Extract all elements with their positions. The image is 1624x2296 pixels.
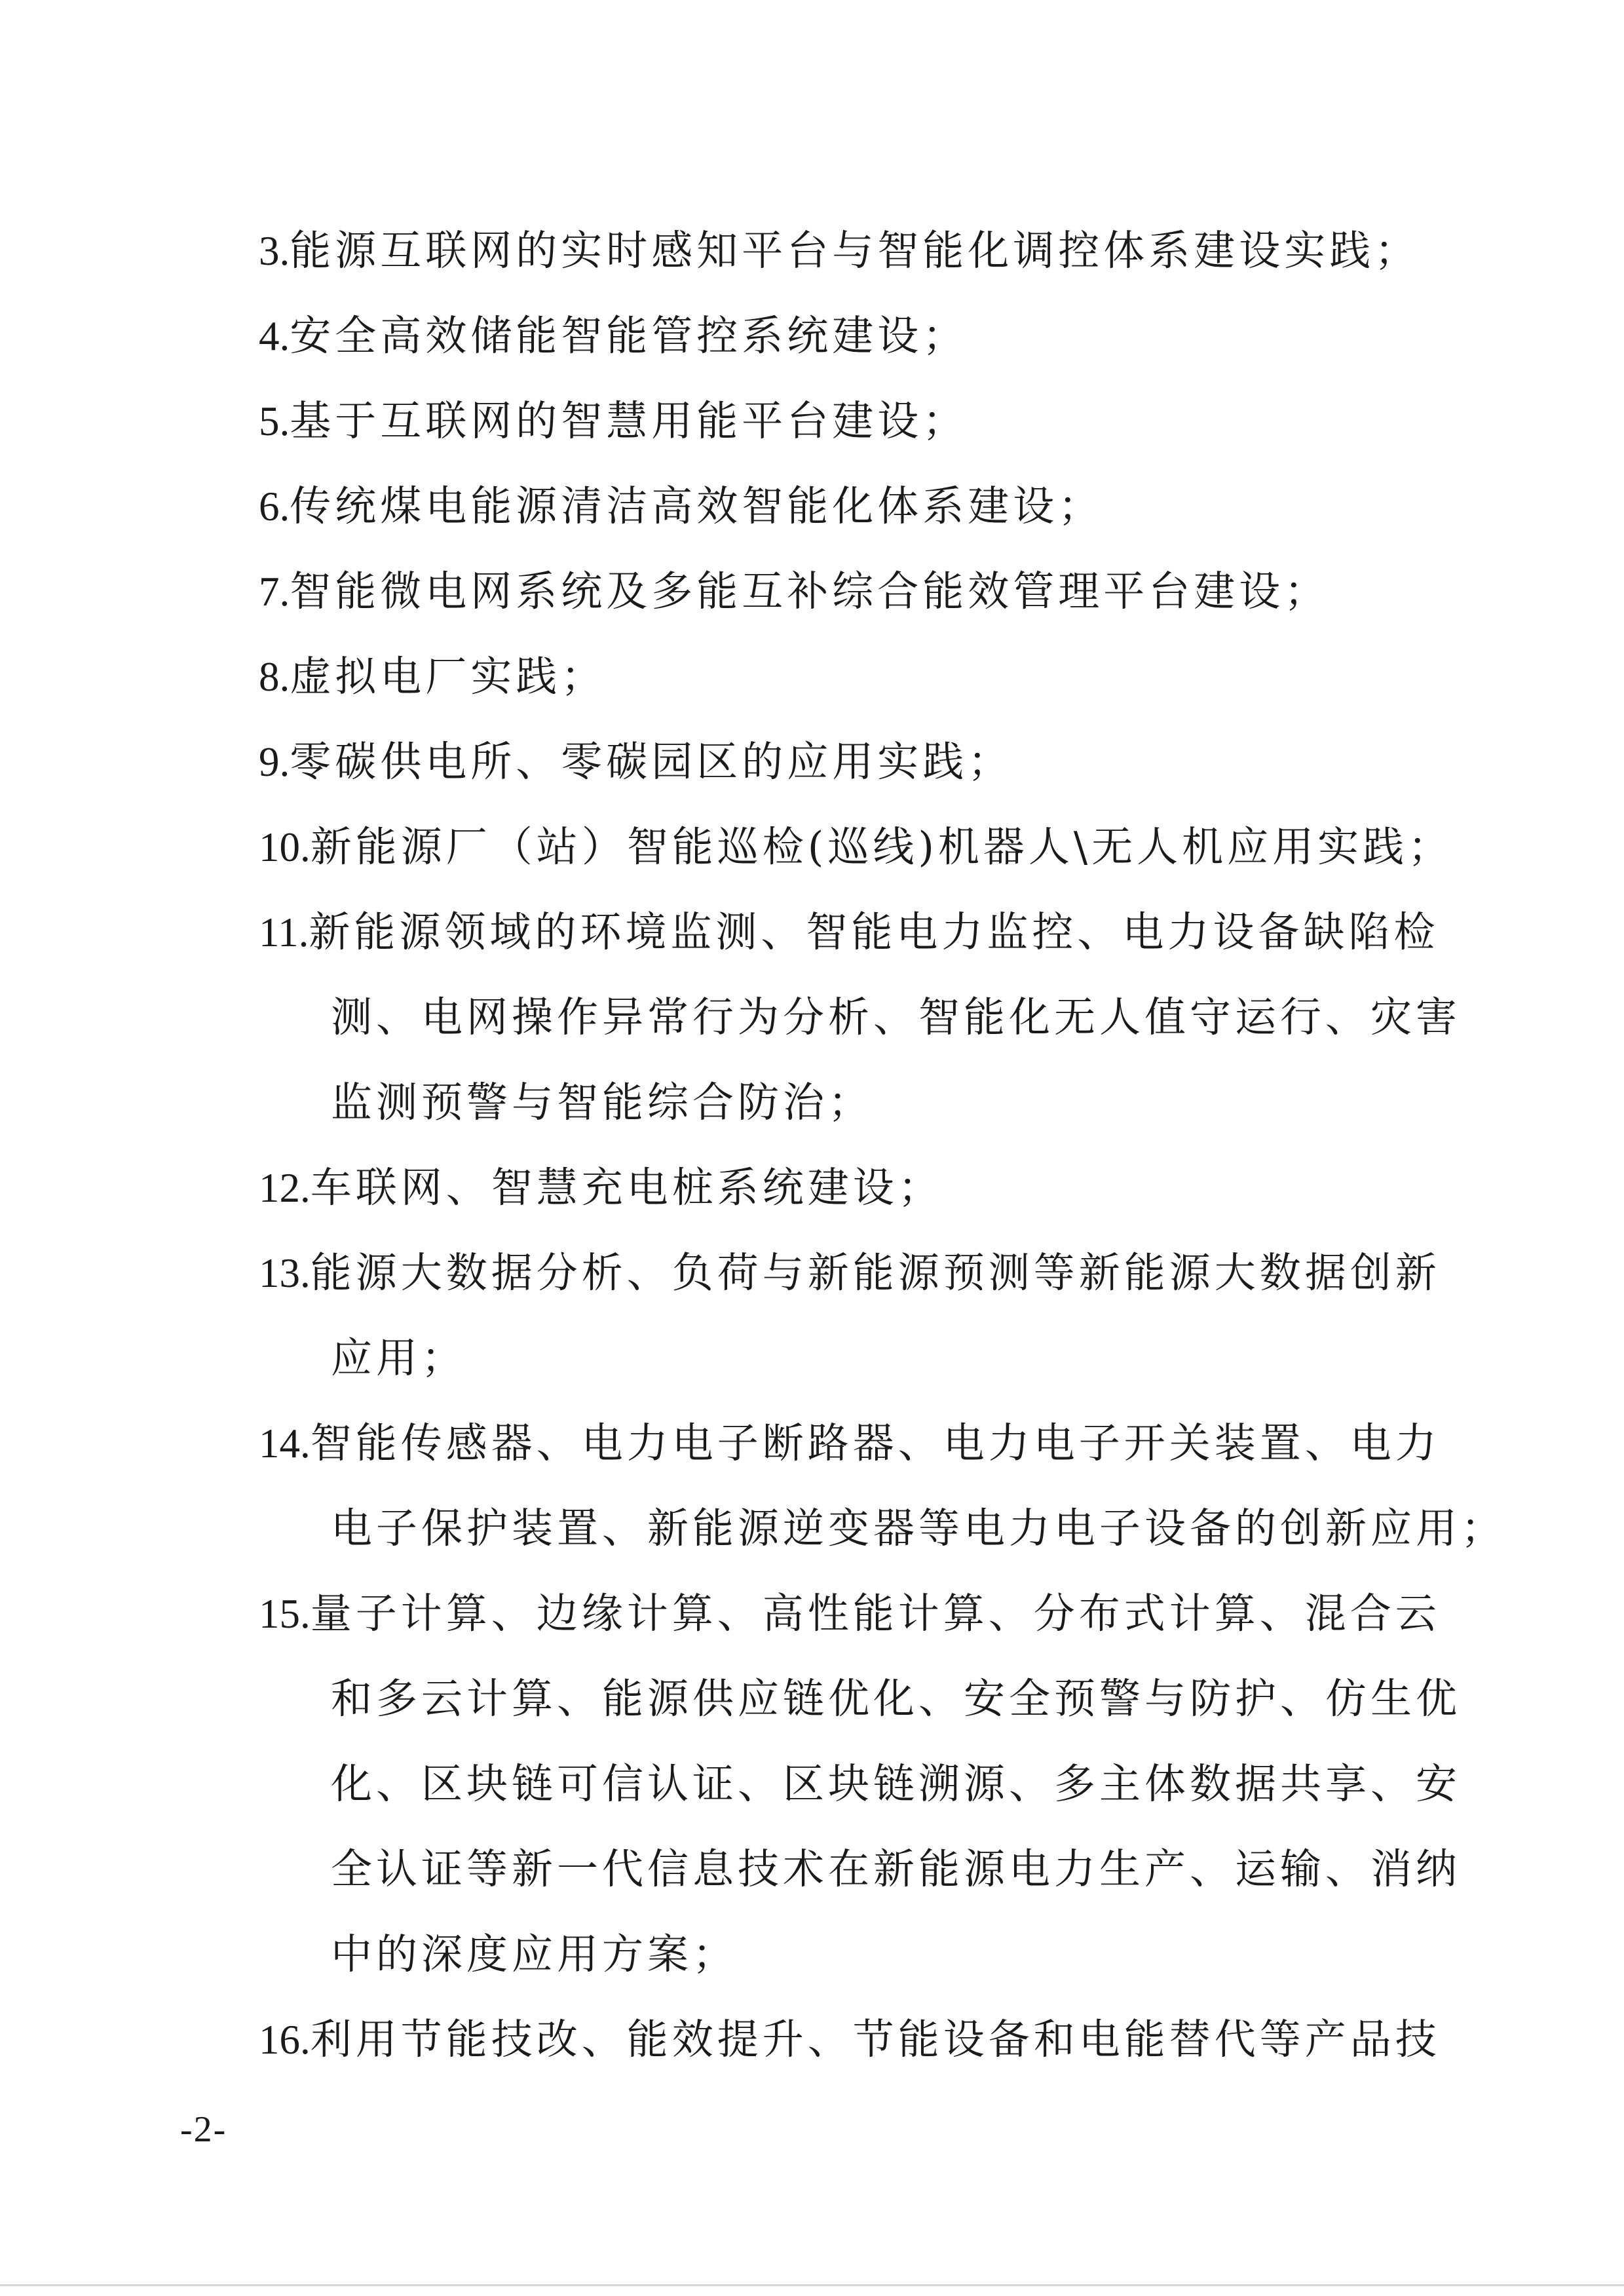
item-text: 虚拟电厂实践； (290, 653, 607, 700)
item-continuation: 监测预警与智能综合防治； (331, 1079, 873, 1126)
list-item (259, 379, 1438, 464)
list-item (259, 1231, 1441, 1316)
item-continuation: 全认证等新一代信息技术在新能源电力生产、运输、消纳 (331, 1845, 1461, 1893)
item-text: 传统煤电能源清洁高效智能化体系建设； (290, 482, 1104, 530)
item-continuation: 化、区块链可信认证、区块链溯源、多主体数据共享、安 (331, 1760, 1461, 1808)
item-continuation: 电子保护装置、新能源逆变器等电力电子设备的创新应用； (331, 1504, 1506, 1552)
item-number: 5. (259, 398, 290, 444)
item-number: 11. (259, 909, 309, 955)
list-item (259, 464, 1438, 549)
list-item (259, 634, 1438, 719)
item-text: 量子计算、边缘计算、高性能计算、分布式计算、混合云 (310, 1590, 1441, 1637)
item-continuation: 和多云计算、能源供应链优化、安全预警与防护、仿生优 (331, 1675, 1461, 1723)
list-item (259, 294, 1438, 379)
item-continuation: 应用； (331, 1334, 466, 1382)
item-text: 新能源厂（站）智能巡检(巡线)机器人\无人机应用实践； (310, 823, 1454, 871)
item-text: 智能微电网系统及多能互补综合能效管理平台建设； (290, 567, 1330, 615)
item-text: 基于互联网的智慧用能平台建设； (290, 397, 968, 445)
item-number: 4. (259, 313, 290, 359)
list-item (259, 1571, 1441, 1656)
item-number: 16. (259, 2017, 311, 2063)
item-text: 零碳供电所、零碳园区的应用实践； (290, 738, 1013, 786)
item-text: 车联网、智慧充电桩系统建设； (310, 1164, 943, 1212)
item-number: 12. (259, 1165, 311, 1211)
item-number: 6. (259, 484, 290, 529)
item-text: 新能源领域的环境监测、智能电力监控、电力设备缺陷检 (309, 908, 1439, 956)
scan-edge-divider (0, 2284, 1624, 2286)
item-number: 7. (259, 569, 290, 615)
item-number: 10. (259, 824, 311, 870)
item-text: 安全高效储能智能管控系统建设； (290, 312, 968, 360)
list-item (259, 549, 1438, 634)
item-number: 8. (259, 654, 290, 700)
item-text: 能源大数据分析、负荷与新能源预测等新能源大数据创新 (310, 1249, 1441, 1297)
item-text: 能源互联网的实时感知平台与智能化调控体系建设实践； (290, 227, 1420, 275)
item-continuation: 测、电网操作异常行为分析、智能化无人值守运行、灾害 (331, 993, 1461, 1041)
list-item (259, 805, 1454, 890)
item-number: 13. (259, 1250, 311, 1296)
list-item (259, 1401, 1441, 1486)
item-continuation: 中的深度应用方案； (331, 1930, 738, 1978)
list-item (259, 208, 1438, 294)
item-list (259, 208, 1506, 2082)
item-number: 9. (259, 739, 290, 785)
item-number: 15. (259, 1591, 311, 1637)
list-item (259, 1145, 1438, 1231)
list-item (259, 719, 1438, 805)
list-item (259, 890, 1438, 975)
page-number: -2- (180, 2109, 227, 2150)
item-text: 利用节能技改、能效提升、节能设备和电能替代等产品技 (310, 2016, 1441, 2063)
item-number: 14. (259, 1421, 311, 1466)
item-number: 3. (259, 228, 290, 274)
list-item (259, 1997, 1441, 2082)
item-text: 智能传感器、电力电子断路器、电力电子开关装置、电力 (310, 1419, 1441, 1467)
